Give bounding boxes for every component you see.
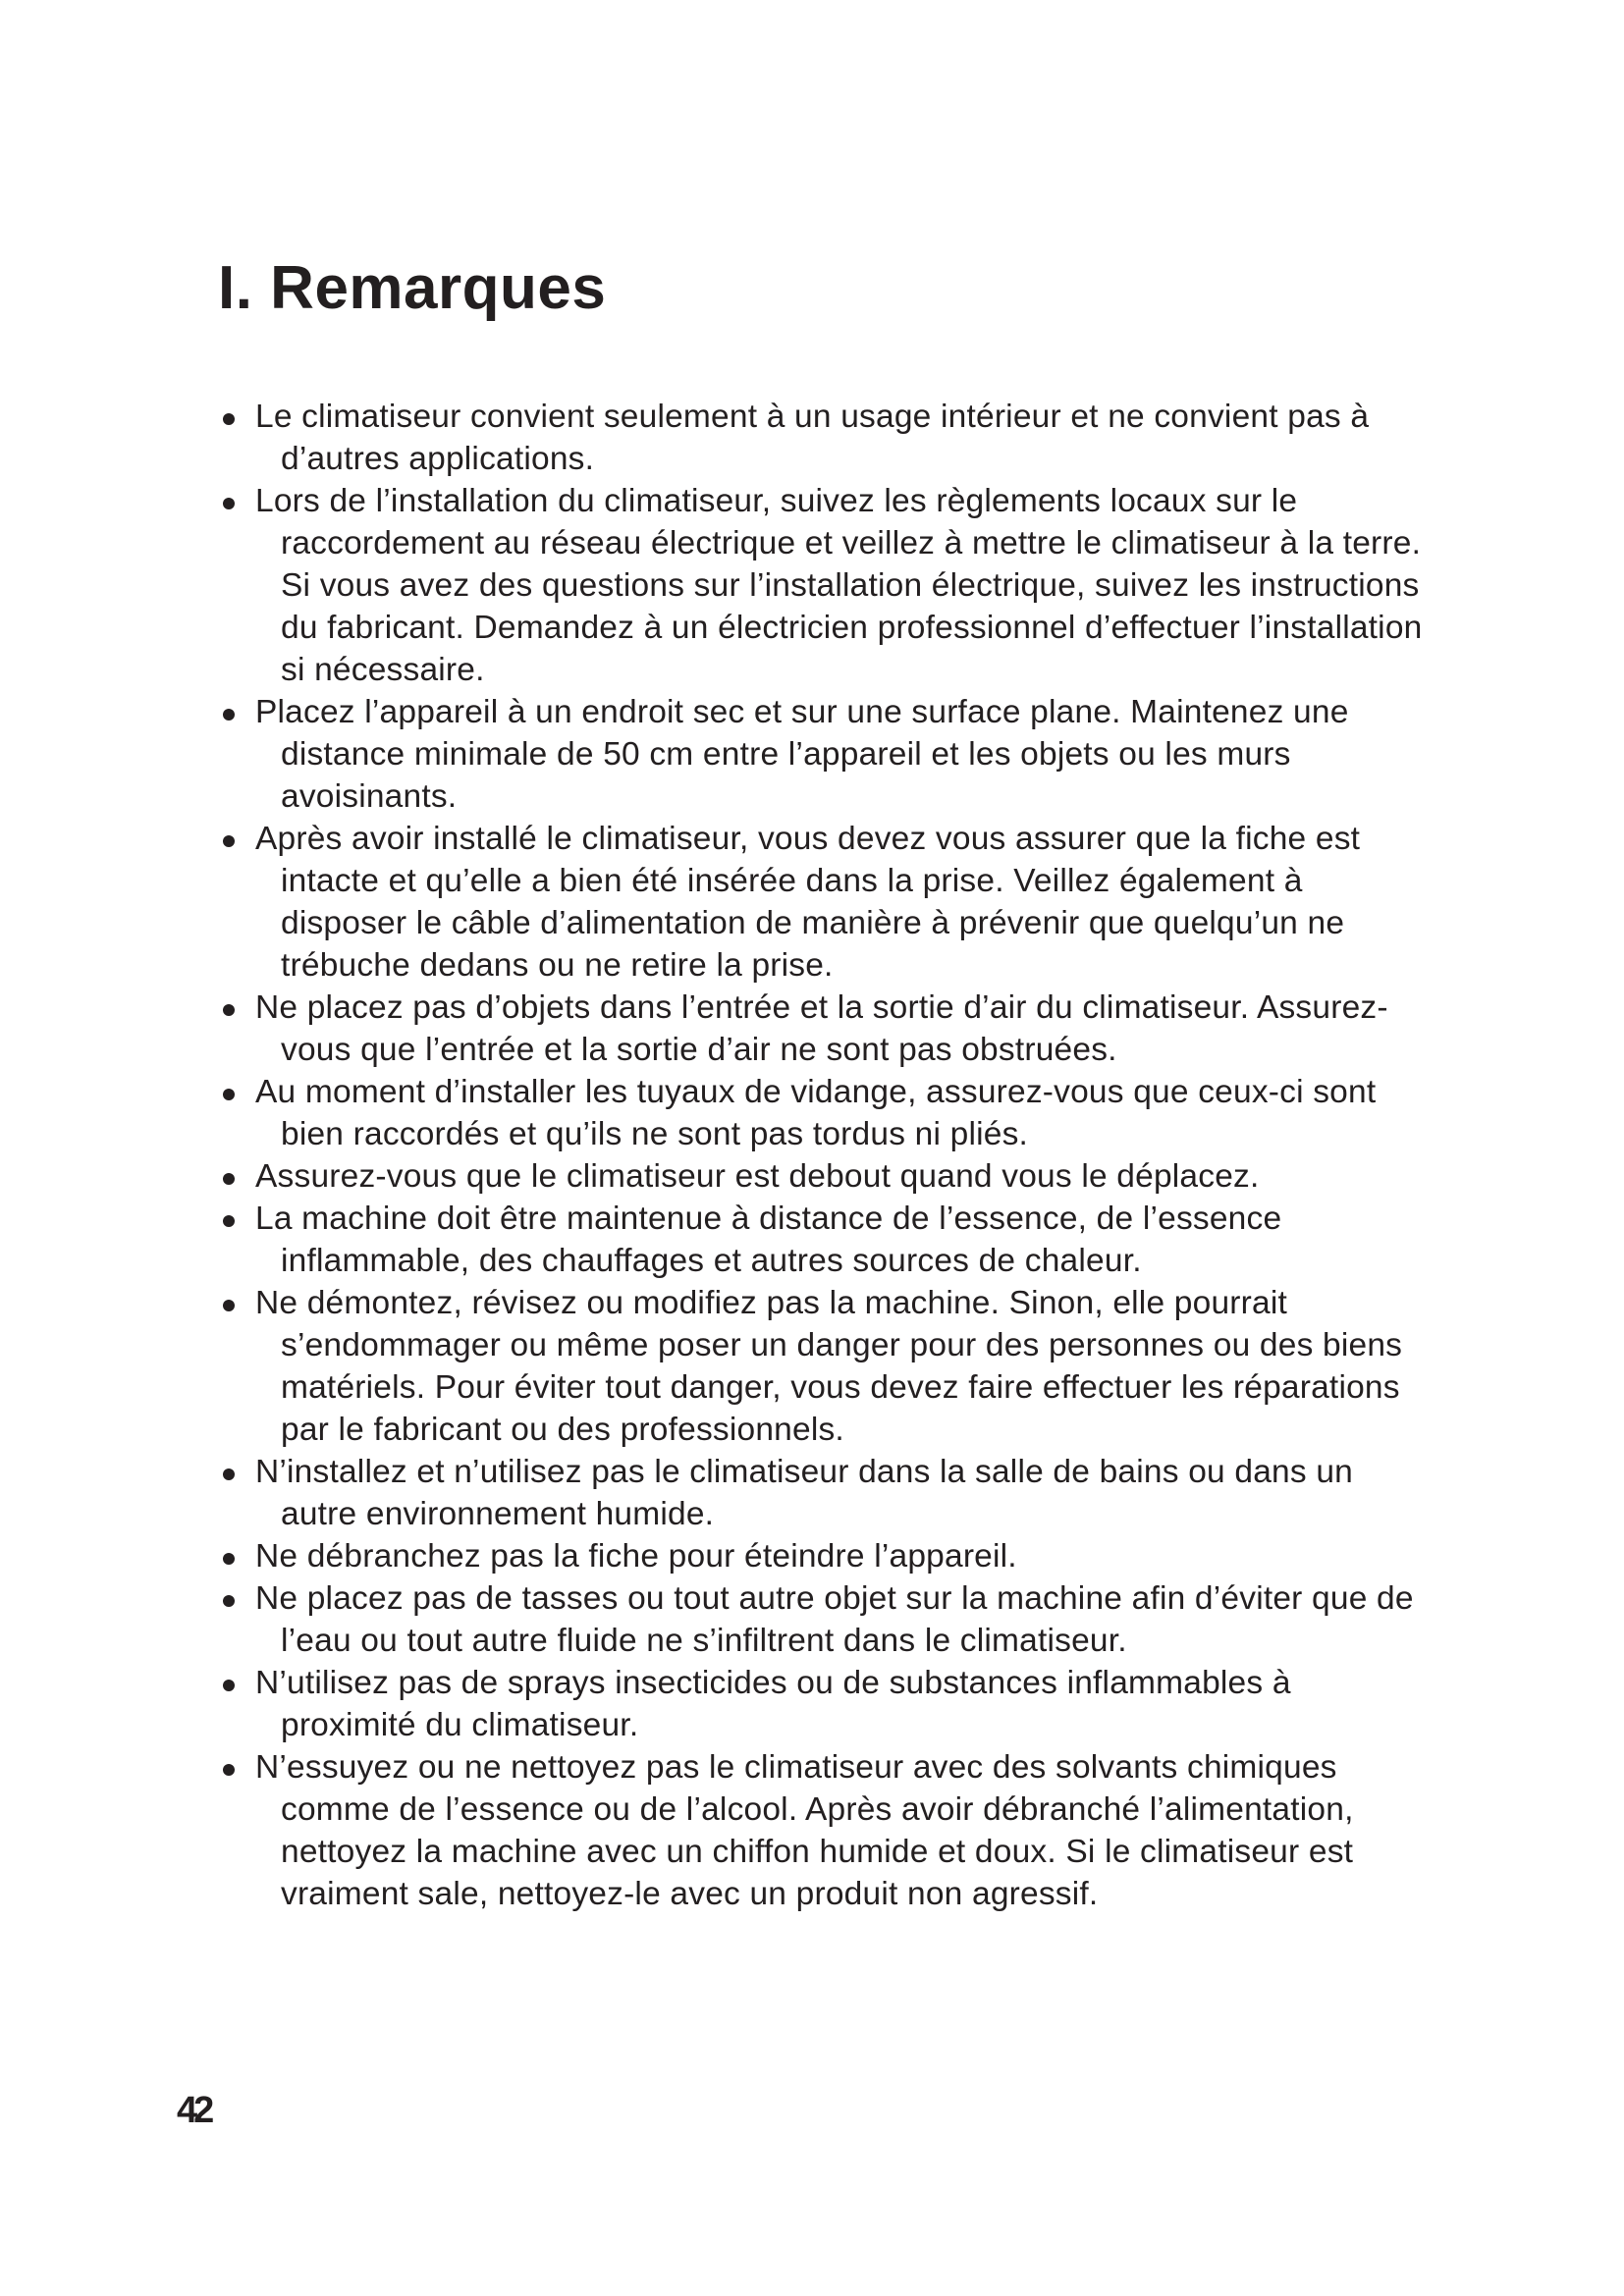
remarks-list bbox=[218, 396, 1426, 1915]
list-item: La machine doit être maintenue à distance de l’essence, de l’essence inflammable, des chauffages et autres sources de chaleur. bbox=[218, 1198, 1426, 1282]
list-item: Au moment d’installer les tuyaux de vidange, assurez-vous que ceux-ci sont bien raccordés et qu’ils ne sont pas tordus ni pliés. bbox=[218, 1071, 1426, 1155]
list-item: N’essuyez ou ne nettoyez pas le climatiseur avec des solvants chimiques comme de l’essence ou de l’alcool. Après avoir débranché l’alimentation, nettoyez la machine avec un chiffon humide et doux. Si le climatiseur est vraiment sale, nettoyez-le avec un produit non agressif. bbox=[218, 1746, 1426, 1915]
list-item: N’utilisez pas de sprays insecticides ou de substances inflammables à proximité du climatiseur. bbox=[218, 1662, 1426, 1746]
list-item: Après avoir installé le climatiseur, vous devez vous assurer que la fiche est intacte et qu’elle a bien été insérée dans la prise. Veillez également à disposer le câble d’alimentation de manière à prévenir que quelqu’un ne trébuche dedans ou ne retire la prise. bbox=[218, 818, 1426, 987]
page-number: 42 bbox=[177, 2090, 211, 2131]
page-title: I. Remarques bbox=[218, 254, 607, 322]
list-item: Ne débranchez pas la fiche pour éteindre l’appareil. bbox=[218, 1535, 1426, 1577]
list-item: N’installez et n’utilisez pas le climatiseur dans la salle de bains ou dans un autre environnement humide. bbox=[218, 1451, 1426, 1535]
list-item: Le climatiseur convient seulement à un usage intérieur et ne convient pas à d’autres applications. bbox=[218, 396, 1426, 480]
list-item: Placez l’appareil à un endroit sec et sur une surface plane. Maintenez une distance minimale de 50 cm entre l’appareil et les objets ou les murs avoisinants. bbox=[218, 691, 1426, 818]
list-item: Ne démontez, révisez ou modifiez pas la machine. Sinon, elle pourrait s’endommager ou même poser un danger pour des personnes ou des biens matériels. Pour éviter tout danger, vous devez faire effectuer les réparations par le fabricant ou des professionnels. bbox=[218, 1282, 1426, 1451]
list-item: Ne placez pas de tasses ou tout autre objet sur la machine afin d’éviter que de l’eau ou tout autre fluide ne s’infiltrent dans le climatiseur. bbox=[218, 1577, 1426, 1662]
list-item: Assurez-vous que le climatiseur est debout quand vous le déplacez. bbox=[218, 1155, 1426, 1198]
list-item: Lors de l’installation du climatiseur, suivez les règlements locaux sur le raccordement au réseau électrique et veillez à mettre le climatiseur à la terre. Si vous avez des questions sur l’installation électrique, suivez les instructions du fabricant. Demandez à un électricien professionnel d’effectuer l’installation si nécessaire. bbox=[218, 480, 1426, 691]
list-item: Ne placez pas d’objets dans l’entrée et la sortie d’air du climatiseur. Assurez-vous que l’entrée et la sortie d’air ne sont pas obstruées. bbox=[218, 987, 1426, 1071]
